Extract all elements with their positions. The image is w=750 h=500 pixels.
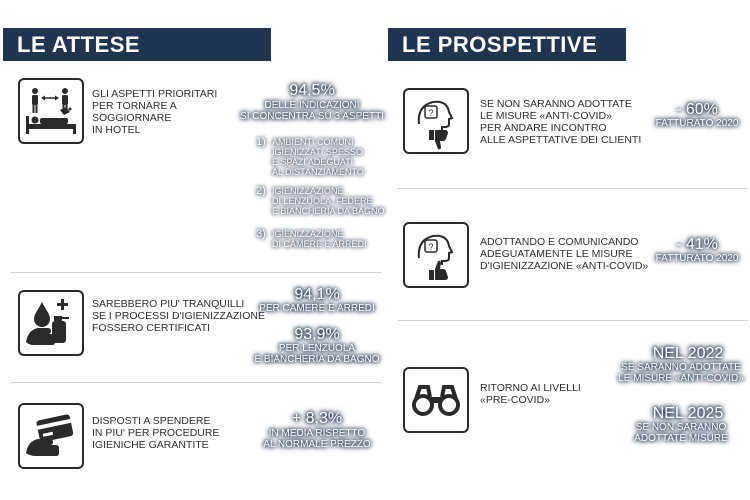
ritorno-description: RITORNO AI LIVELLI «PRE-COVID» [480,382,581,406]
no-misure-description: SE NON SARANNO ADOTTATE LE MISURE «ANTI-COVID» PER ANDARE INCONTRO ALLE ASPETTATIVE DEI CLIENTI [480,98,642,146]
si-misure-caption: FATTURATO 2020 [655,253,739,264]
certificati-description: SAREBBERO PIU' TRANQUILLI SE I PROCESSI D'IGIENIZZAZIONE FOSSERO CERTIFICATI [92,298,265,334]
hotel-item-1-number: 1) [256,136,266,148]
hotel-icon [18,78,84,144]
hotel-item-3-text: IGIENIZZAZIONE DI CAMERE E ARREDI [272,229,367,249]
thumbs-up-icon [403,222,469,288]
si-misure-description: ADOTTANDO E COMUNICANDO ADEGUATAMENTE LE MISURE D'IGIENIZZAZIONE «ANTI-COVID» [480,236,649,272]
hotel-item-3-number: 3) [256,228,266,240]
sanitizer-icon [18,290,84,356]
si-misure-value: - 41% [676,236,718,253]
certificati-value-camere: 94,1% [294,286,340,303]
no-misure-value: - 60% [676,101,718,118]
thumbs-down-icon [403,88,469,154]
certificati-caption-camere: PER CAMERE E ARREDI [259,303,375,314]
header-le-prospettive: LE PROSPETTIVE [388,28,626,61]
no-misure-caption: FATTURATO 2020 [655,118,739,129]
hotel-caption: DELLE INDICAZIONI SI CONCENTRA SU 3 ASPETTI [240,100,384,122]
ritorno-caption-2025: SE NON SARANNO ADOTTATE MISURE [634,422,728,444]
divider-left-2 [10,382,382,383]
spesa-caption: IN MEDIA RISPETTO AL NORMALE PREZZO [263,428,371,450]
svg-text:?: ? [428,242,434,252]
credit-card-icon [18,403,84,469]
svg-text:?: ? [428,108,434,118]
divider-right-1 [398,188,748,189]
hotel-description: GLI ASPETTI PRIORITARI PER TORNARE A SOGGIORNARE IN HOTEL [92,88,218,136]
hotel-item-1-text: AMBIENTI COMUNI IGIENIZZATI SPESSO E SPAZI ADEGUATI AL DISTANZIAMENTO [272,137,364,177]
certificati-caption-lenzuola: PER LENZUOLA E BIANCHERIA DA BAGNO [254,343,380,365]
divider-left-1 [10,272,382,273]
hotel-value: 94,5% [289,82,335,99]
spesa-description: DISPOSTI A SPENDERE IN PIU' PER PROCEDURE IGIENICHE GARANTITE [92,415,220,451]
hotel-item-2-number: 2) [256,185,266,197]
ritorno-value-2022: NEL 2022 [652,345,724,362]
spesa-value: + 8,3% [291,410,343,427]
divider-right-2 [398,320,748,321]
hotel-item-2-text: IGIENIZZAZIONE DI LENZUOLA, FEDERE E BIANCHERIA DA BAGNO [272,186,385,216]
ritorno-caption-2022: SE SARANNO ADOTTATE LE MISURE «ANTI-COVID» [618,362,744,384]
binoculars-icon [403,367,469,433]
ritorno-value-2025: NEL 2025 [652,405,724,422]
certificati-value-lenzuola: 93,9% [294,326,340,343]
header-le-attese: LE ATTESE [3,28,271,61]
